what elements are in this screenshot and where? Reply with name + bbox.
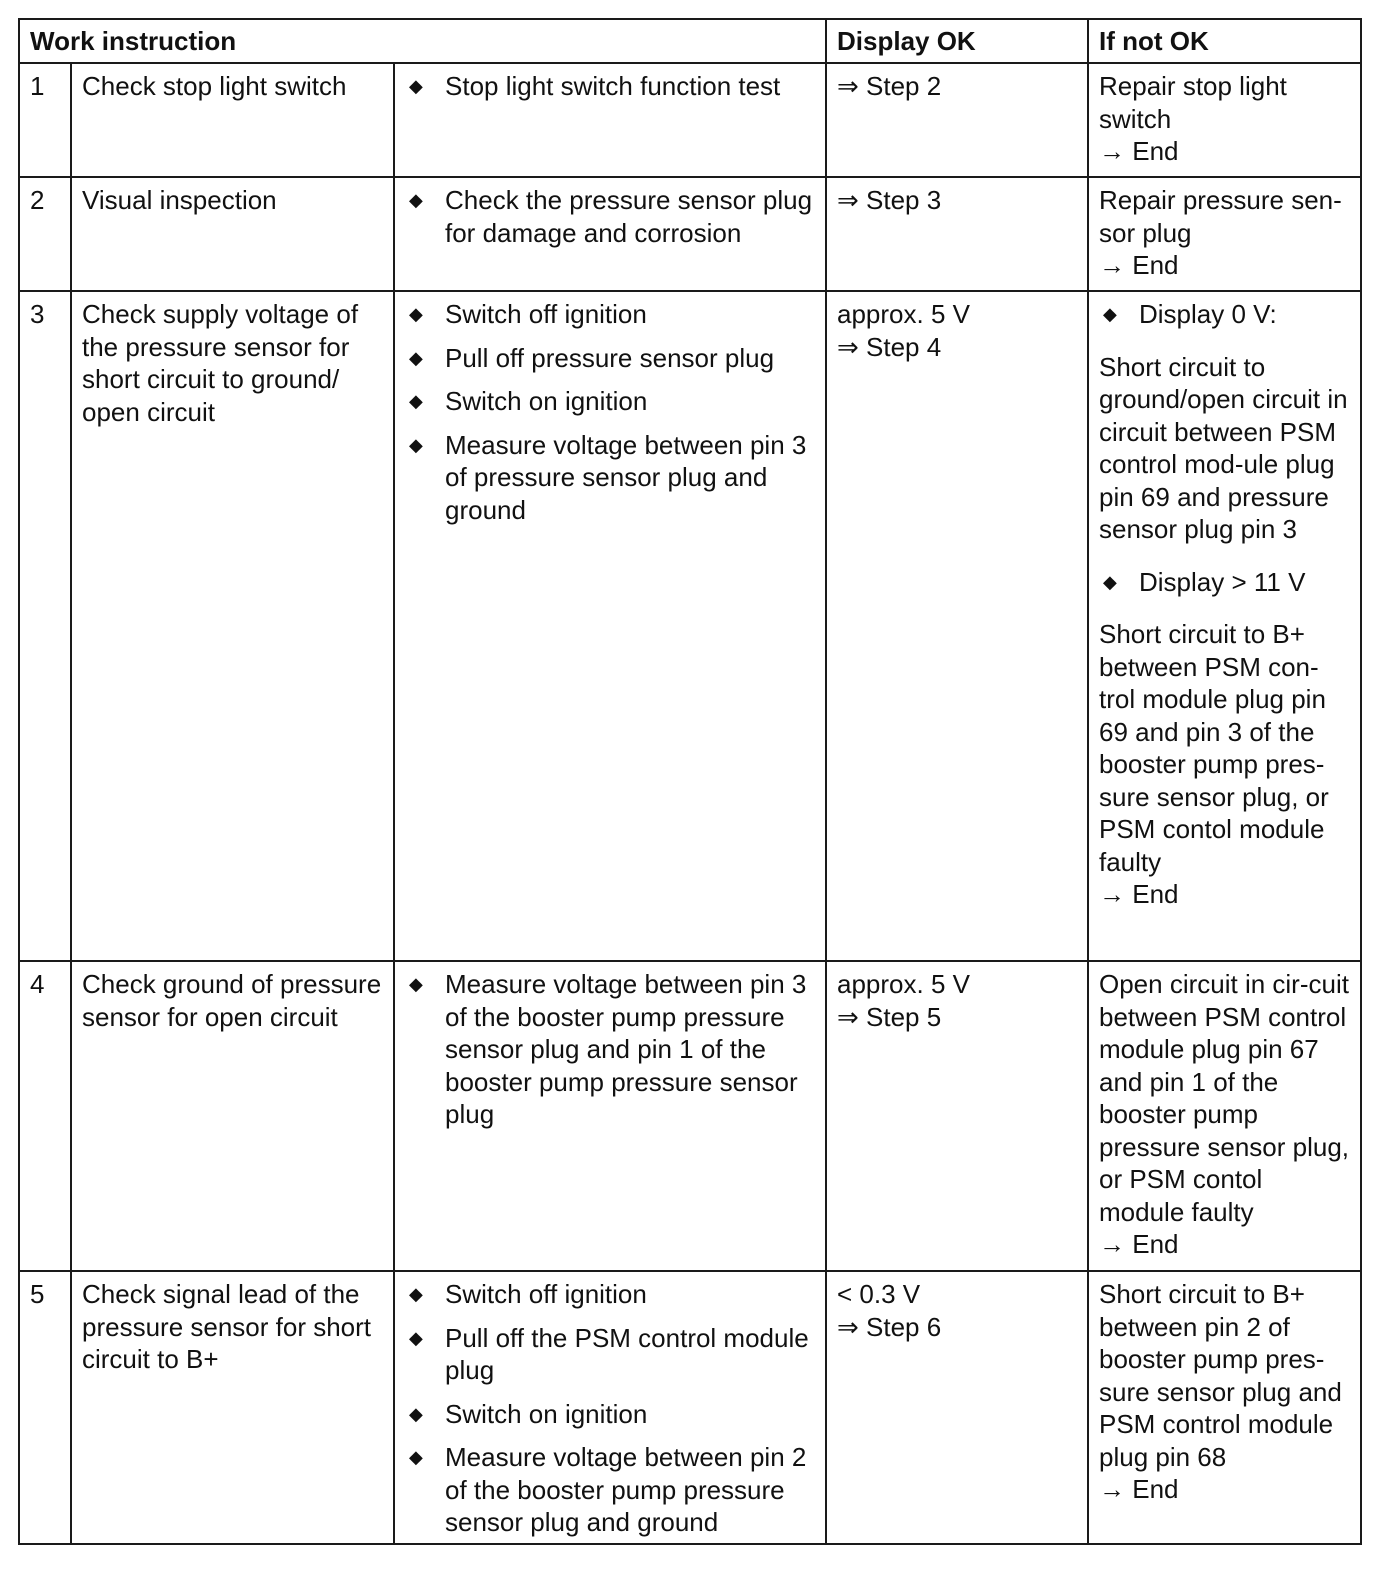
action-item: ◆ Measure voltage between pin 3 of pressure sensor plug and ground [409,429,807,525]
table-row [19,961,1361,1271]
header-work-instruction: Work instruction [19,19,826,63]
action-item: ◆ Check the pressure sensor plug for damage and corrosion [409,185,813,248]
table-row [19,63,1361,177]
display-ok-value: approx. 5 V [837,299,970,329]
header-display-ok: Display OK [826,19,1088,63]
display-ok-cell [826,291,1088,961]
diamond-bullet-icon: ◆ [409,974,423,994]
end-marker: → End [1099,136,1179,166]
step-actions [394,177,826,291]
diamond-bullet-icon: ◆ [1103,571,1117,592]
if-not-ok-condition: ◆ Display > 11 V [1103,566,1306,597]
display-ok-line: ⇒ Step 5 [837,1001,942,1032]
step-title: Check ground of pressure sensor for open circuit [71,961,394,1271]
action-item: ◆ Switch on ignition [409,1398,648,1429]
display-ok-cell [826,177,1088,291]
if-not-ok-text: Repair pressure sen-sor plug [1099,185,1342,248]
action-item: ◆ Switch on ignition [409,386,648,416]
end-marker: → End [1099,1229,1179,1259]
table-row [19,291,1361,961]
step-title: Check supply voltage of the pressure sensor for short circuit to ground/ open circuit [71,291,394,961]
display-ok-value: < 0.3 V [837,1279,921,1309]
if-not-ok-condition: ◆ Display 0 V: [1103,299,1277,329]
display-ok-cell [826,961,1088,1271]
table-row [19,177,1361,291]
diamond-bullet-icon: ◆ [409,190,423,210]
if-not-ok-text: Repair stop light switch [1099,71,1287,134]
display-ok-line: ⇒ Step 6 [837,1311,942,1342]
diamond-bullet-icon: ◆ [409,391,423,411]
if-not-ok-text: Short circuit to B+ between PSM con-trol module plug pin 69 and pin 3 of the booster pump pres-sure sensor plug, or PSM contol module faulty [1099,619,1329,877]
if-not-ok-cell [1088,291,1361,961]
if-not-ok-text: Open circuit in cir-cuit between PSM control module plug pin 67 and pin 1 of the booster pump pressure sensor plug, or PSM contol module faulty [1099,969,1350,1227]
diamond-bullet-icon: ◆ [409,434,423,455]
if-not-ok-cell [1088,1271,1361,1544]
if-not-ok-text: Short circuit to ground/open circuit in circuit between PSM control mod-ule plug pin 69 and pressure sensor plug pin 3 [1099,351,1348,544]
end-marker: → End [1099,1474,1179,1504]
display-ok-line: ⇒ Step 4 [837,331,942,362]
end-marker: → End [1099,879,1179,909]
header-if-not-ok: If not OK [1088,19,1361,63]
display-ok-cell [826,63,1088,177]
step-number: 4 [19,961,71,1271]
step-title: Check signal lead of the pressure sensor for short circuit to B+ [71,1271,394,1544]
step-title: Visual inspection [71,177,394,291]
if-not-ok-cell [1088,177,1361,291]
if-not-ok-text: Short circuit to B+ between pin 2 of booster pump pres-sure sensor plug and PSM control module plug pin 68 [1099,1279,1342,1472]
work-instruction-table [18,18,1362,1545]
display-ok-line: ⇒ Step 2 [837,71,942,101]
step-number: 1 [19,63,71,177]
display-ok-cell [826,1271,1088,1544]
diamond-bullet-icon: ◆ [409,304,423,324]
step-number: 5 [19,1271,71,1544]
table-row [19,1271,1361,1544]
step-number: 3 [19,291,71,961]
step-actions [394,291,826,961]
action-item: ◆ Switch off ignition [409,1279,647,1309]
step-number: 2 [19,177,71,291]
action-item: ◆ Pull off pressure sensor plug [409,342,775,373]
action-item: ◆ Measure voltage between pin 2 of the booster pump pressure sensor plug and ground [409,1442,807,1537]
step-actions [394,961,826,1271]
action-item: ◆ Pull off the PSM control module plug [409,1322,809,1385]
step-title: Check stop light switch [71,63,394,177]
display-ok-line: ⇒ Step 3 [837,185,942,215]
if-not-ok-cell [1088,63,1361,177]
diamond-bullet-icon: ◆ [409,347,423,368]
header-row [19,19,1361,63]
step-actions [394,63,826,177]
display-ok-value: approx. 5 V [837,969,970,999]
end-marker: → End [1099,250,1179,280]
diamond-bullet-icon: ◆ [409,1447,423,1467]
action-item: ◆ Measure voltage between pin 3 of the booster pump pressure sensor plug and pin 1 of the booster pump pressure sensor plug [409,969,807,1129]
if-not-ok-cell [1088,961,1361,1271]
diamond-bullet-icon: ◆ [409,1284,423,1304]
diamond-bullet-icon: ◆ [409,76,423,96]
diamond-bullet-icon: ◆ [409,1403,423,1424]
diamond-bullet-icon: ◆ [409,1327,423,1348]
action-item: ◆ Stop light switch function test [409,71,781,101]
diamond-bullet-icon: ◆ [1103,304,1117,324]
action-item: ◆ Switch off ignition [409,299,647,329]
step-actions [394,1271,826,1544]
